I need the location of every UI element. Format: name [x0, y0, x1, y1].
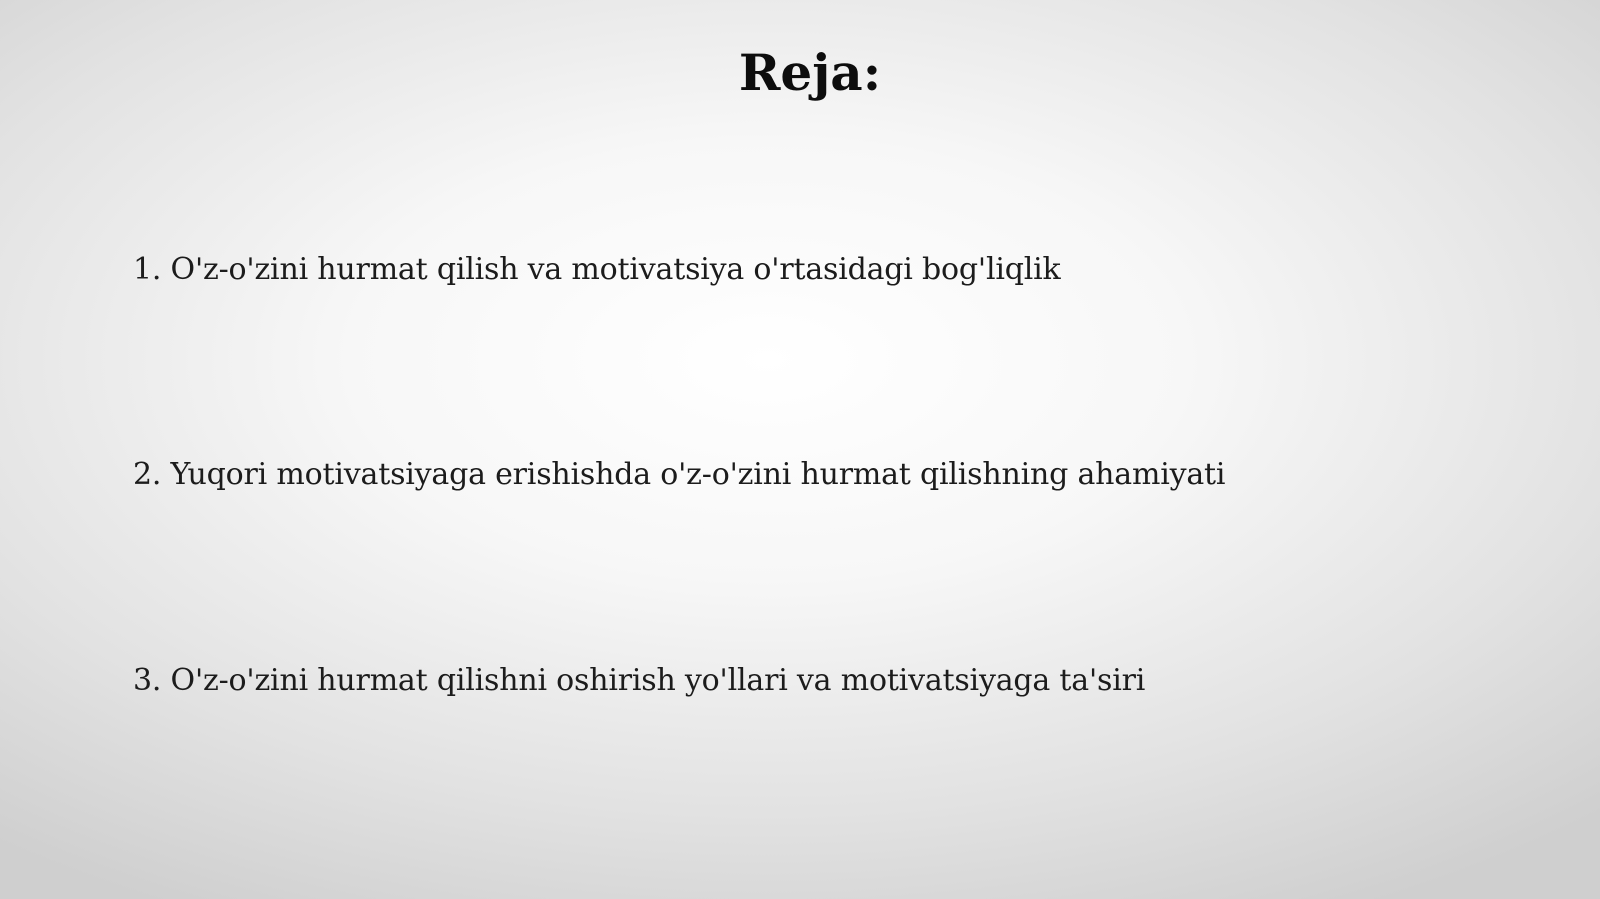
plan-item-3: 3. O'z-o'zini hurmat qilishni oshirish yo'llari va motivatsiyaga ta'siri — [133, 663, 1146, 698]
plan-item-1: 1. O'z-o'zini hurmat qilish va motivatsiya o'rtasidagi bog'liqlik — [133, 252, 1061, 287]
slide-title: Reja: — [738, 43, 882, 102]
plan-item-2: 2. Yuqori motivatsiyaga erishishda o'z-o'zini hurmat qilishning ahamiyati — [133, 457, 1226, 492]
